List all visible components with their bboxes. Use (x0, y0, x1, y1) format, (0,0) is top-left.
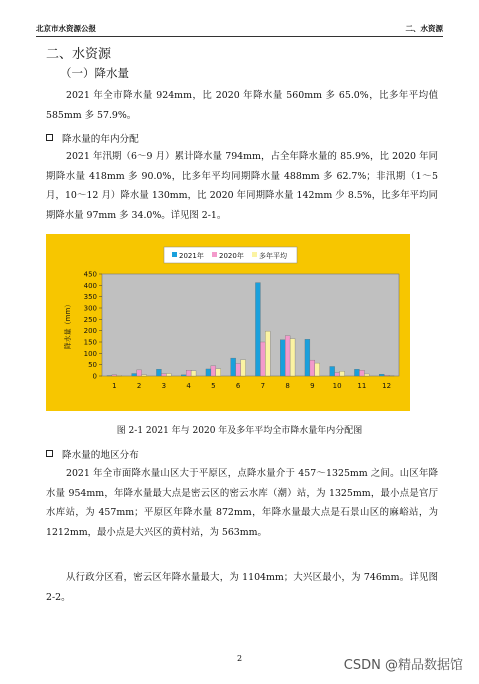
bar-2021-month-10 (330, 366, 335, 376)
x-tick-label: 10 (332, 382, 342, 390)
y-axis (84, 271, 102, 381)
bar-avg-month-8 (290, 339, 295, 376)
x-tick-label: 11 (357, 382, 367, 390)
y-tick-label: 250 (83, 315, 97, 324)
bar-2021-month-2 (132, 374, 137, 376)
x-tick-label: 9 (310, 382, 315, 390)
bar-avg-month-7 (265, 331, 270, 376)
page-header (36, 22, 443, 37)
bar-avg-month-11 (364, 374, 369, 376)
bar-2021-month-12 (379, 374, 384, 376)
bullet-regional-label: 降水量的地区分布 (62, 450, 139, 461)
bar-2021-month-3 (156, 369, 161, 376)
bar-avg-month-3 (166, 374, 171, 376)
para-regional-2: 从行政分区看，密云区年降水量最大，为 1104mm；大兴区最小，为 746mm。详见图 2-2。 (46, 572, 438, 603)
watermark: CSDN @精品数据馆 (343, 658, 463, 673)
header-left-title: 北京市水资源公报 (36, 24, 96, 33)
bar-avg-month-4 (191, 371, 196, 376)
legend-label-avg: 多年平均 (259, 252, 287, 260)
y-tick-label: 100 (83, 349, 97, 358)
bar-2021-month-7 (255, 283, 260, 376)
legend-swatch-2020 (212, 252, 217, 257)
x-tick-label: 1 (112, 382, 117, 390)
x-tick-label: 12 (382, 382, 392, 390)
bar-2020-month-8 (285, 336, 290, 376)
x-tick-label: 6 (235, 382, 241, 390)
chart-svg (46, 234, 410, 411)
para-regional-1: 2021 年全市面降水量山区大于平原区，点降水量介于 457～1325mm 之间。山区年降水量 954mm，年降水量最大点是密云区的密云水库（潮）站，为 1325mm，最小点是官厅水库站，为 457mm；平原区年降水量 872mm，年降水量最大点是石景山区的麻峪站，为 1212mm，最小点是大兴区的黄村站，为 563mm。 (46, 468, 438, 538)
bar-2020-month-3 (161, 374, 166, 376)
x-tick-label: 2 (136, 382, 142, 390)
x-axis (112, 382, 391, 390)
bullet-square-icon (46, 134, 53, 141)
bar-2021-month-5 (206, 369, 211, 376)
para-intra-year: 2021 年汛期（6～9 月）累计降水量 794mm，占全年降水量的 85.9%，比 2020 年同期降水量 418mm 多 90.0%，比多年平均同期降水量 488mm 多 62.7%；非汛期（1～5 月，10～12 月）降水量 130mm，比 2020 年同期降水量 142mm 少 8.5%，比多年平均同期降水量 97mm 多 34.0%。详见图 2-1。 (46, 151, 438, 221)
bar-2020-month-7 (260, 342, 265, 376)
x-tick-label: 7 (260, 382, 266, 390)
legend (164, 247, 297, 263)
figure-2-1 (46, 234, 410, 411)
y-tick-label: 400 (83, 281, 97, 290)
legend-label-2021: 2021年 (179, 252, 204, 260)
bar-2020-month-6 (236, 364, 241, 376)
bullet-regional (46, 447, 139, 461)
bar-2021-month-9 (305, 339, 310, 376)
bar-2020-month-5 (211, 366, 216, 376)
bar-2021-month-4 (181, 375, 186, 376)
y-tick-label: 0 (92, 372, 97, 381)
legend-label-2020: 2020年 (219, 252, 244, 260)
bar-2020-month-10 (335, 373, 340, 376)
bar-avg-month-10 (340, 371, 345, 376)
bar-avg-month-2 (142, 375, 147, 376)
bar-2020-month-9 (310, 360, 315, 376)
header-right-title: 二、水资源 (405, 24, 443, 33)
intro-paragraph: 2021 年全市降水量 924mm，比 2020 年降水量 560mm 多 65.0%，比多年平均值 585mm 多 57.9%。 (46, 90, 438, 121)
bar-2021-month-8 (280, 340, 285, 376)
chart-plot-background (102, 274, 399, 376)
bar-avg-month-1 (117, 375, 122, 376)
x-tick-label: 5 (211, 382, 216, 390)
y-tick-label: 350 (83, 293, 97, 302)
bullet-intra-year (46, 131, 139, 145)
y-tick-label: 50 (88, 361, 97, 370)
x-tick-label: 4 (186, 382, 191, 390)
y-tick-label: 200 (83, 327, 97, 336)
bar-2020-month-1 (112, 375, 117, 376)
y-tick-label: 150 (83, 338, 97, 347)
subsection-title: （一）降水量 (60, 66, 129, 80)
figure-caption: 图 2-1 2021 年与 2020 年及多年平均全市降水量年内分配图 (116, 426, 363, 436)
bar-avg-month-6 (241, 360, 246, 376)
legend-swatch-avg (252, 252, 257, 257)
bar-2021-month-6 (231, 358, 236, 376)
page-number: 2 (236, 654, 243, 663)
bar-2020-month-2 (137, 370, 142, 376)
bar-avg-month-9 (315, 363, 320, 376)
x-tick-label: 8 (285, 382, 290, 390)
x-tick-label: 3 (161, 382, 167, 390)
bar-2020-month-4 (186, 370, 191, 376)
bullet-square-icon (46, 450, 53, 457)
bar-2020-month-12 (384, 375, 389, 376)
bullet-intra-year-label: 降水量的年内分配 (62, 134, 139, 145)
y-tick-label: 450 (83, 270, 97, 279)
bar-2020-month-11 (359, 370, 364, 376)
y-axis-label: 降水量（mm） (64, 300, 72, 350)
section-title: 二、水资源 (46, 47, 112, 62)
y-tick-label: 300 (83, 304, 97, 313)
bar-2021-month-11 (354, 369, 359, 376)
legend-swatch-2021 (172, 252, 177, 257)
bar-avg-month-5 (216, 369, 221, 376)
